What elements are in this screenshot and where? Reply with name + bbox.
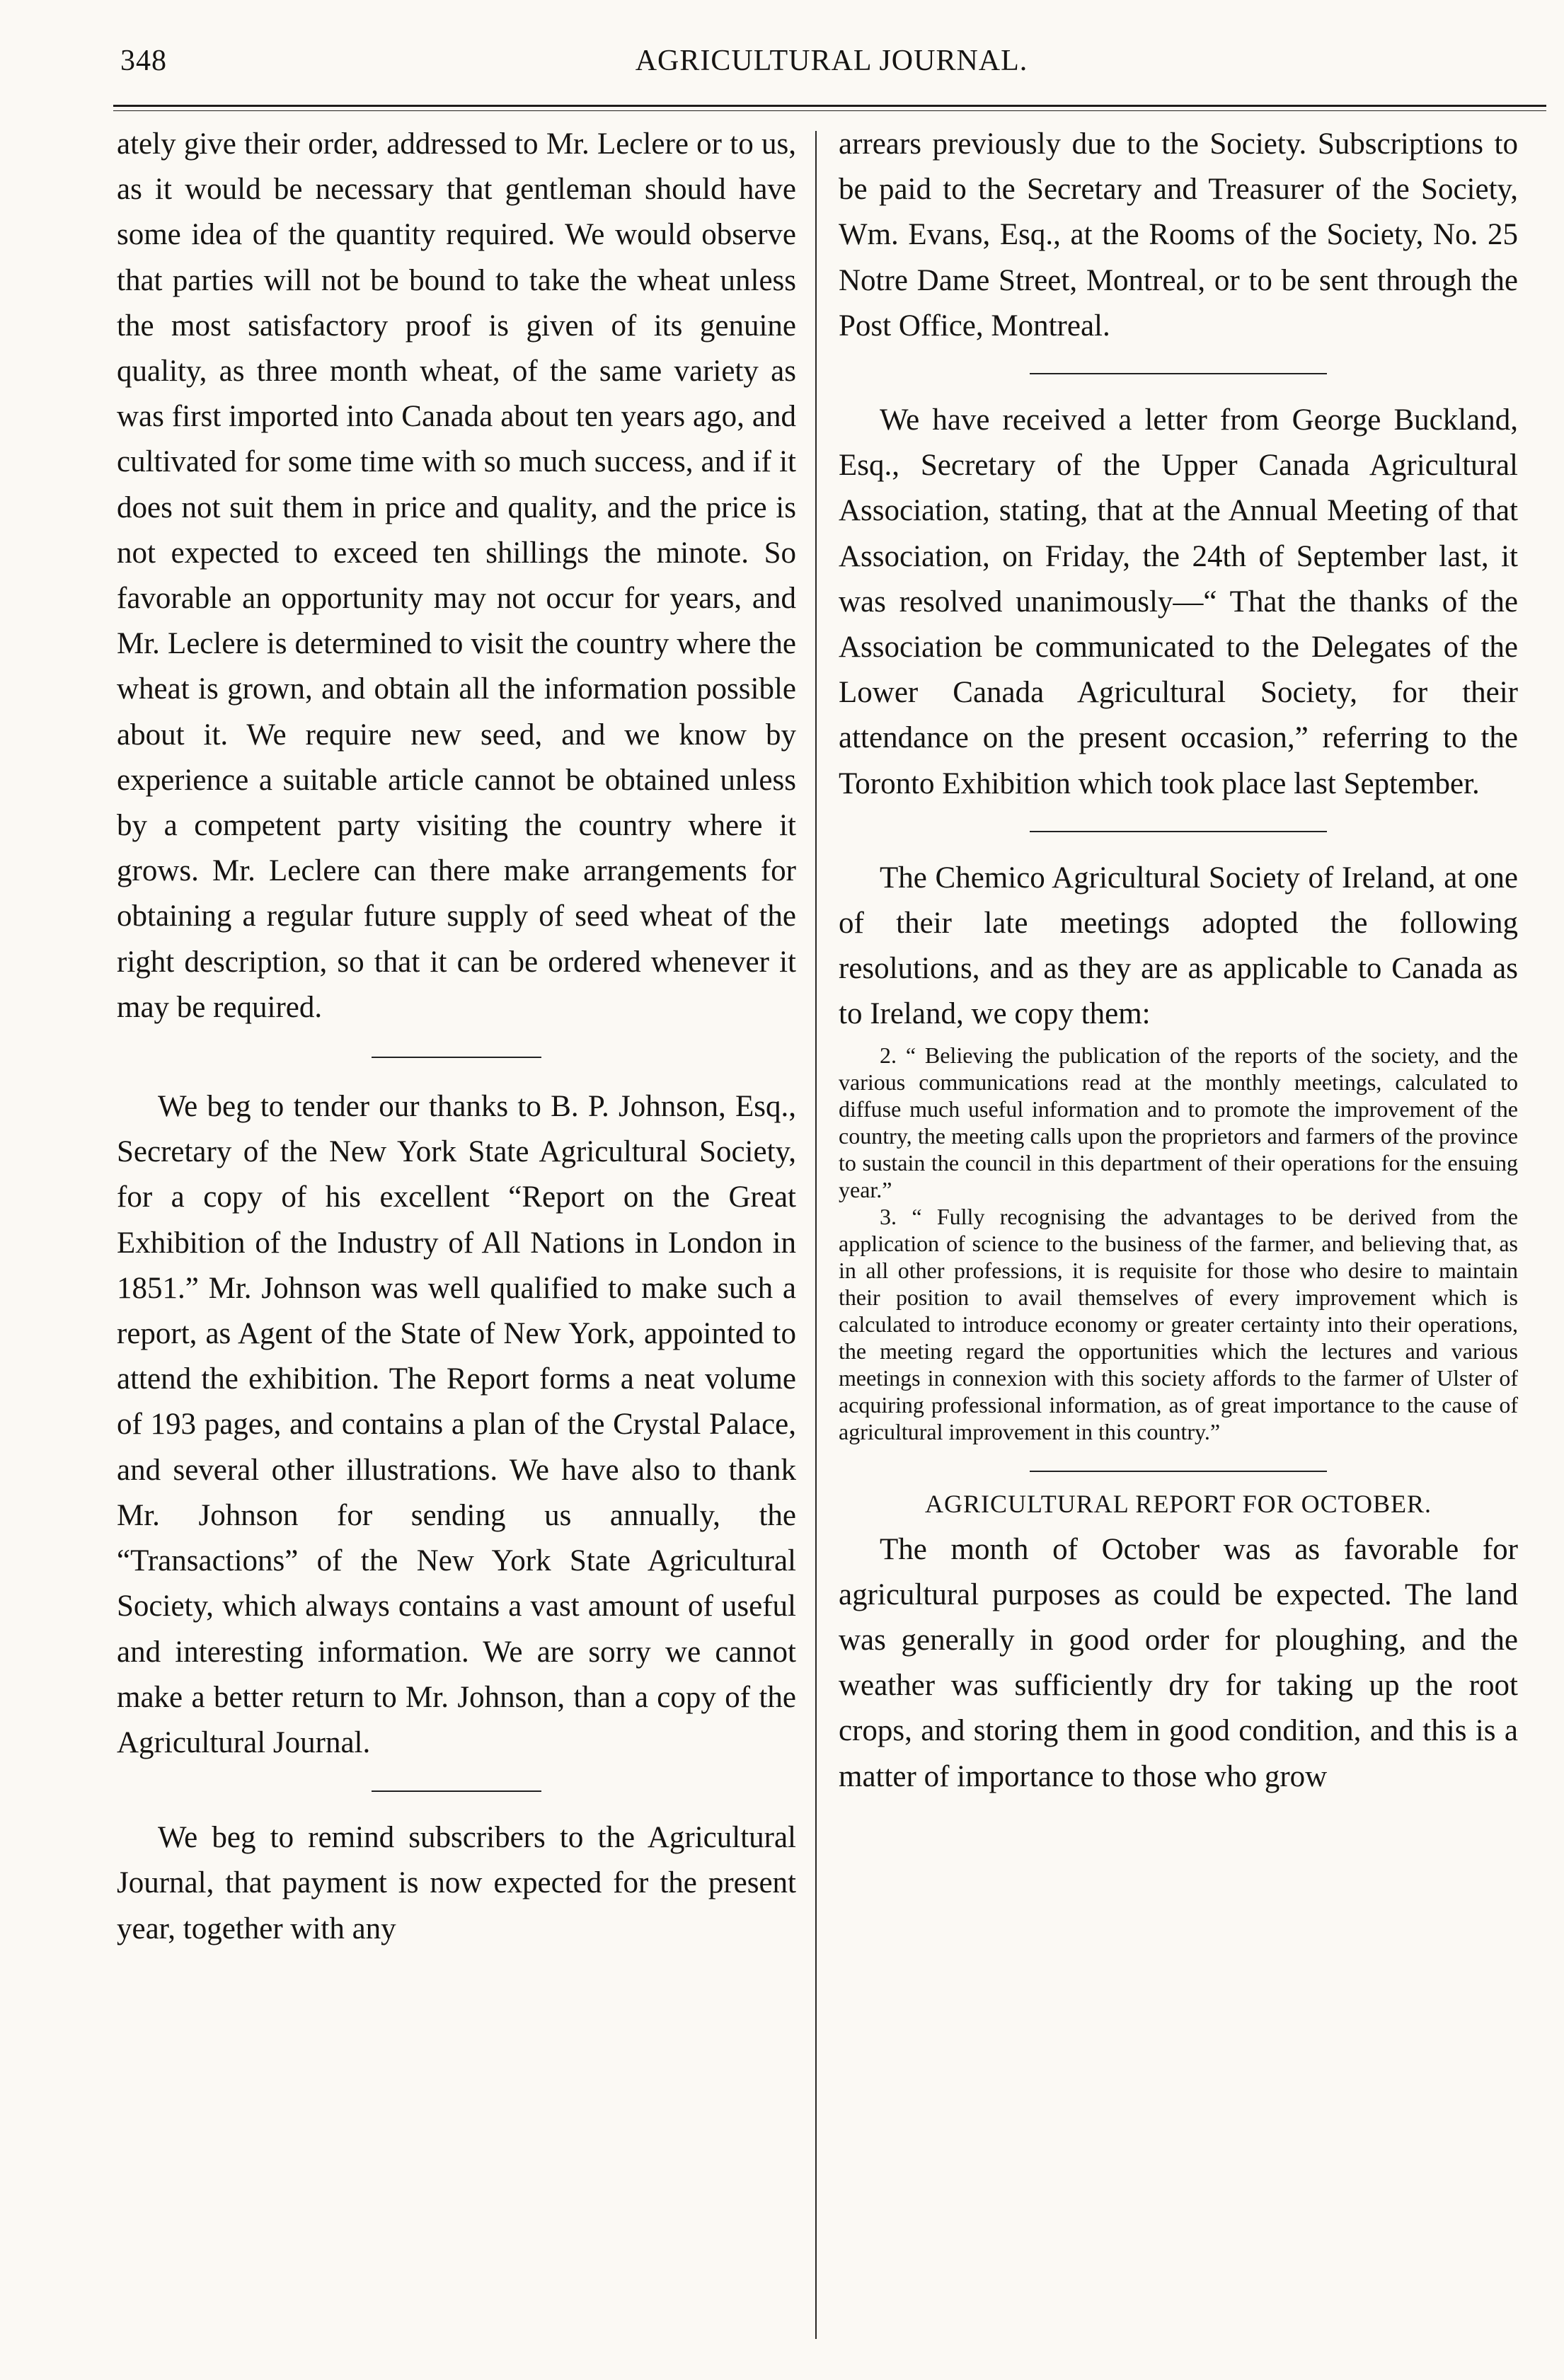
running-head (120, 44, 1543, 86)
left-paragraph-subscribers: We beg to remind subscribers to the Agricultural Journal, that payment is now expected for the present year, together with any (117, 1821, 796, 1945)
left-paragraph-johnson-thanks: We beg to tender our thanks to B. P. Johnson, Esq., Secretary of the New York State Agricultural Society, for a copy of his excellent “Report on the Great Exhibition of the Industry of All Nations in London in 1851.” Mr. Johnson was well qualified to make such a report, as Agent of the State of New York, appointed to attend the exhibition. The Report forms a neat volume of 193 pages, and contains a plan of the Crystal Palace, and several other illustrations. We have also to thank Mr. Johnson for sending us annually, the “Transactions” of the New York State Agricultural Society, which always contains a vast amount of useful and interesting information. We are sorry we cannot make a better return to Mr. Johnson, than a copy of the Agricultural Journal. (117, 1090, 796, 1759)
right-column (839, 122, 1518, 1800)
section-separator (372, 1790, 541, 1792)
right-paragraph-arrears: arrears previously due to the Society. Subscriptions to be paid to the Secretary and Treasurer of the Society, Wm. Evans, Esq., at the Rooms of the Society, No. 25 Notre Dame Street, Montreal, or to be sent through the Post Office, Montreal. (839, 127, 1518, 343)
column-divider (815, 131, 817, 2339)
agricultural-report-heading: AGRICULTURAL REPORT FOR OCTOBER. (925, 1489, 1432, 1518)
right-paragraph-buckland-letter: We have received a letter from George Buckland, Esq., Secretary of the Upper Canada Agricultural Association, stating, that at the Annual Meeting of that Association, on Friday, the 24th of September last, it was resolved unanimously—“ That the thanks of the Association be communicated to the Delegates of the Lower Canada Agricultural Society, for their attendance on the present occasion,” referring to the Toronto Exhibition which took place last September. (839, 403, 1518, 800)
left-column (117, 122, 796, 1952)
section-separator (1030, 1471, 1327, 1472)
journal-title: AGRICULTURAL JOURNAL. (635, 45, 1028, 77)
right-paragraph-chemico-society: The Chemico Agricultural Society of Ireland, at one of their late meetings adopted the following resolutions, and as they are as applicable to Canada as to Ireland, we copy them: (839, 861, 1518, 1031)
header-rule (113, 105, 1546, 107)
section-separator (1030, 831, 1327, 832)
section-separator (372, 1057, 541, 1058)
section-separator (1030, 373, 1327, 374)
right-paragraph-october-report: The month of October was as favorable for agricultural purposes as could be expected. The land was generally in good order for ploughing, and the weather was sufficiently dry for taking up the root crops, and storing them in good condition, and this is a matter of importance to those who grow (839, 1532, 1518, 1793)
page-number: 348 (120, 45, 167, 77)
header-rule-thin (113, 110, 1546, 111)
left-paragraph-wheat-order: ately give their order, addressed to Mr. Leclere or to us, as it would be necessary that gentleman should have some idea of the quantity required. We would observe that parties will not be bound to take the wheat unless the most satisfactory proof is given of its genuine quality, as three month wheat, of the same variety as was first imported into Canada about ten years ago, and cultivated for some time with so much success, and if it does not suit them in price and quality, and the price is not expected to exceed ten shillings the minote. So favorable an opportunity may not occur for years, and Mr. Leclere is determined to visit the country where the wheat is grown, and obtain all the information possible about it. We require new seed, and we know by experience a suitable article cannot be obtained unless by a competent party visiting the country where it grows. Mr. Leclere can there make arrangements for obtaining a regular future supply of seed wheat of the right description, so that it can be ordered whenever it may be required. (117, 127, 796, 1024)
resolution-2: 2. “ Believing the publication of the reports of the society, and the various communications read at the monthly meetings, calculated to diffuse much useful information and to promote the improvement of the country, the meeting calls upon the proprietors and farmers of the province to sustain the council in this department of their operations for the ensuing year.” (839, 1042, 1518, 1202)
resolution-3: 3. “ Fully recognising the advantages to be derived from the application of science to the business of the farmer, and believing that, as in all other professions, it is requisite for those who desire to maintain their position to avail themselves of every improvement which is calculated to introduce economy or greater certainty into their operations, the meeting regard the opportunities which the lectures and various meetings in connexion with this society affords to the farmer of Ulster of acquiring professional information, as of great importance to the cause of agricultural improvement in this country.” (839, 1203, 1518, 1444)
